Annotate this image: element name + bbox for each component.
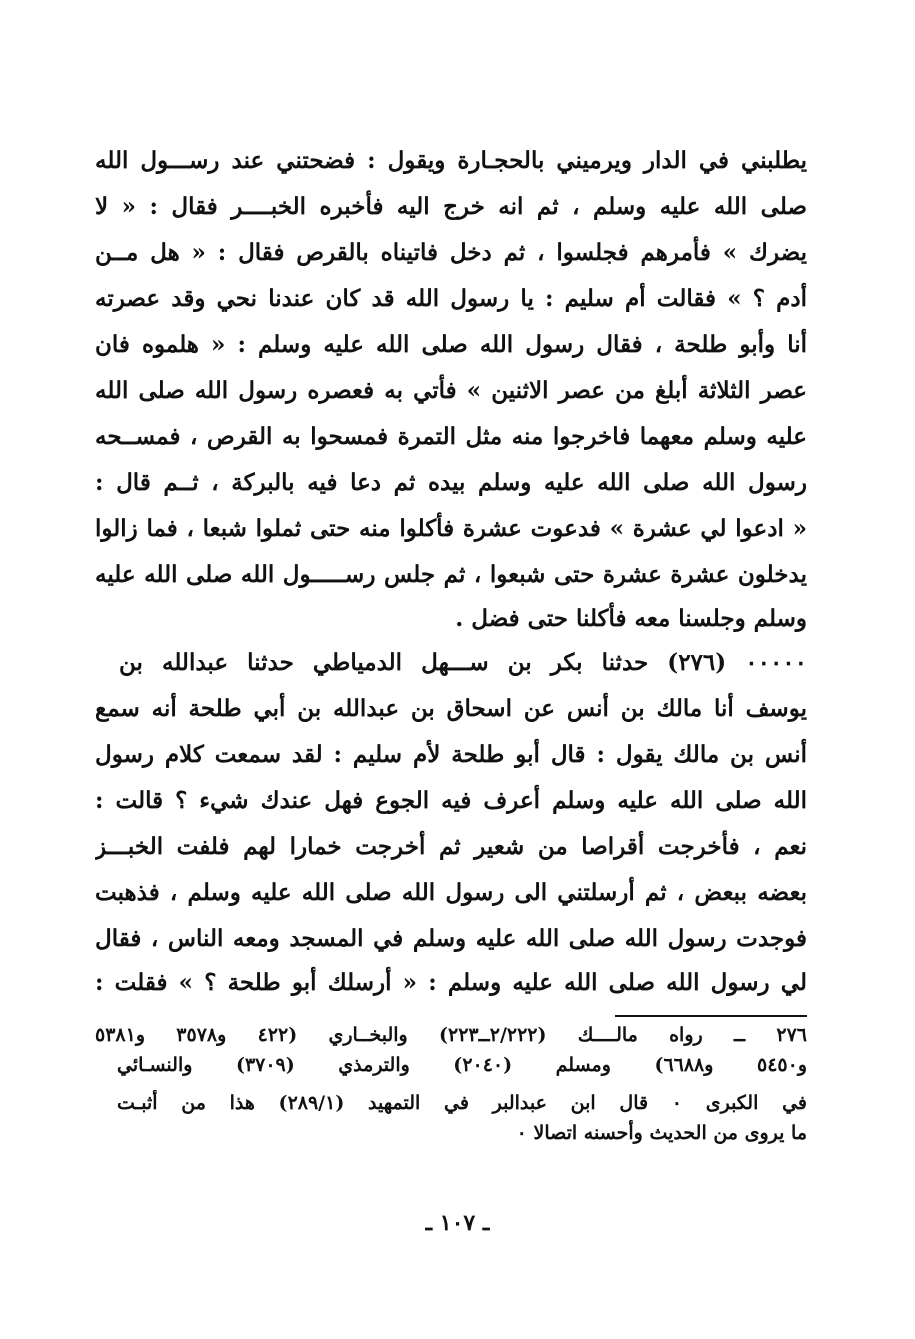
body-line: عليه وسلم معهما فاخرجوا منه مثل التمرة فمسحوا به القرص ، فمســحه [95, 423, 807, 450]
body-line: وسلم وجلسنا معه فأكلنا حتى فضل . [455, 605, 807, 632]
body-line: لي رسول الله صلى الله عليه وسلم : « أرسلك أبو طلحة ؟ » فقلت : [95, 969, 807, 996]
footnote-line: في الكبرى ٠ قال ابن عبدالبر في التمهيد (٢٨٩/١) هذا من أثبـت [117, 1092, 807, 1114]
body-line: صلى الله عليه وسلم ، ثم انه خرج اليه فأخبره الخبــــر فقال : « لا [95, 193, 807, 220]
body-line: « ادعوا لي عشرة » فدعوت عشرة فأكلوا منه حتى ثملوا شبعا ، فما زالوا [95, 515, 807, 542]
body-line: أنس بن مالك يقول : قال أبو طلحة لأم سليم : لقد سمعت كلام رسول [95, 741, 807, 768]
body-line: أدم ؟ » فقالت أم سليم : يا رسول الله قد كان عندنا نحي وقد عصرته [95, 285, 807, 312]
body-line: الله صلى الله عليه وسلم أعرف فيه الجوع فهل عندك شيء ؟ قالت : [95, 787, 807, 814]
page-number: ـ ١٠٧ ـ [425, 1210, 490, 1236]
body-line: يوسف أنا مالك بن أنس عن اسحاق بن عبدالله بن أبي طلحة أنه سمع [95, 695, 807, 722]
body-line: يطلبني في الدار ويرميني بالحجـارة ويقول : فضحتني عند رســـول الله [95, 147, 807, 174]
body-line: بعضه ببعض ، ثم أرسلتني الى رسول الله صلى الله عليه وسلم ، فذهبت [95, 879, 807, 906]
footnote-line: ما يروى من الحديث وأحسنه اتصالا ٠ [516, 1122, 807, 1144]
footnote-line: ٢٧٦ ــ رواه مالــــك (٢/٢٢٢ــ٢٢٣) والبخــاري (٤٢٢ و٣٥٧٨ و٥٣٨١ [95, 1024, 807, 1046]
body-line: عصر الثلاثة أبلغ من عصر الاثنين » فأتي به فعصره رسول الله صلى الله [95, 377, 807, 404]
footnote-separator [615, 1015, 807, 1017]
body-line: يضرك » فأمرهم فجلسوا ، ثم دخل فاتيناه بالقرص فقال : « هل مــن [95, 239, 807, 266]
body-line: يدخلون عشرة عشرة حتى شبعوا ، ثم جلس رســـــول الله صلى الله عليه [95, 561, 807, 588]
body-line: فوجدت رسول الله صلى الله عليه وسلم في المسجد ومعه الناس ، فقال [95, 925, 807, 952]
body-line: نعم ، فأخرجت أقراصا من شعير ثم أخرجت خمارا لهم فلفت الخبـــز [95, 833, 807, 860]
body-line: أنا وأبو طلحة ، فقال رسول الله صلى الله عليه وسلم : « هلموه فان [95, 331, 807, 358]
body-line: رسول الله صلى الله عليه وسلم بيده ثم دعا فيه بالبركة ، ثــم قال : [95, 469, 807, 496]
footnote-line: و٥٤٥٠ و٦٦٨٨) ومسلم (٢٠٤٠) والترمذي (٣٧٠٩) والنسـائي [117, 1054, 807, 1076]
hadith-isnad-line: ٠٠٠٠٠ (٢٧٦) حدثنا بكر بن ســـهل الدمياطي حدثنا عبدالله بن [119, 649, 807, 676]
